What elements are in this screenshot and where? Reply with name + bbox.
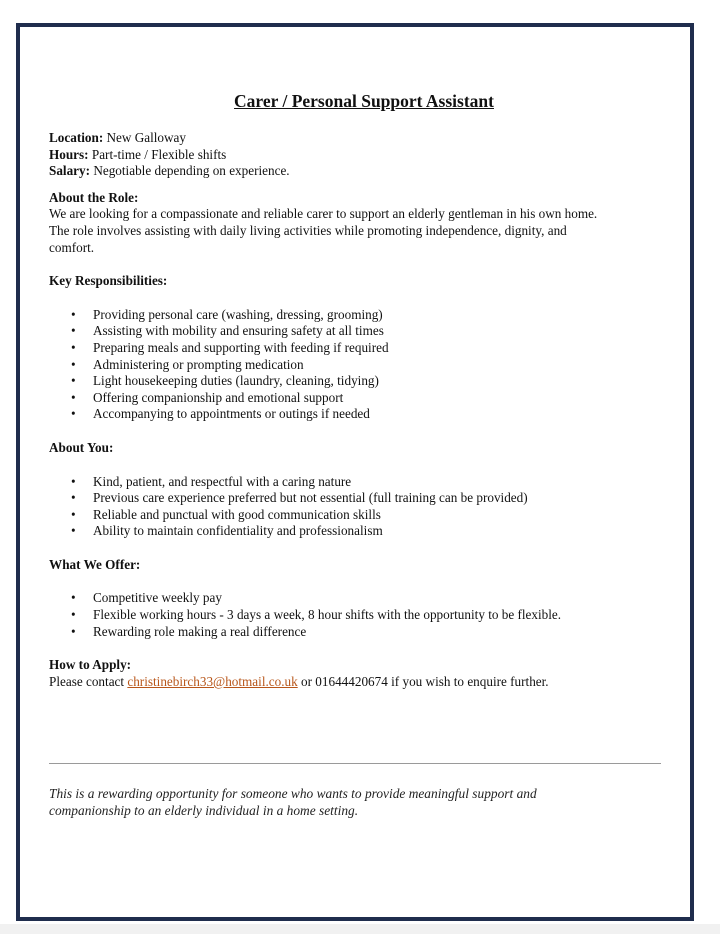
list-item: • Providing personal care (washing, dressing, grooming)	[71, 307, 669, 324]
apply-suffix: or 01644420674 if you wish to enquire further.	[297, 673, 549, 689]
apply-line	[49, 674, 669, 691]
list-item: • Accompanying to appointments or outings if needed	[71, 406, 669, 423]
hours-label: Hours:	[49, 146, 89, 162]
apply-prefix: Please contact	[49, 673, 128, 689]
list-item: • Competitive weekly pay	[71, 590, 669, 607]
list-item: • Assisting with mobility and ensuring safety at all times	[71, 323, 669, 340]
list-item: • Kind, patient, and respectful with a caring nature	[71, 474, 669, 491]
closing-note	[49, 786, 649, 819]
list-item: • Rewarding role making a real difference	[71, 624, 669, 641]
closing-line: This is a rewarding opportunity for someone who wants to provide meaningful support and	[49, 786, 537, 801]
location-line	[49, 130, 669, 147]
email-link[interactable]: christinebirch33@hotmail.co.uk	[127, 673, 298, 689]
salary-value: Negotiable depending on experience.	[90, 163, 290, 179]
about-role-line: comfort.	[49, 239, 95, 255]
list-item: • Administering or prompting medication	[71, 357, 669, 374]
location-value: New Galloway	[103, 130, 186, 145]
list-item: • Offering companionship and emotional support	[71, 390, 669, 407]
page-bottom-edge	[0, 924, 720, 934]
divider	[49, 763, 661, 764]
list-item: • Light housekeeping duties (laundry, cleaning, tidying)	[71, 373, 669, 390]
list-item: • Ability to maintain confidentiality and professionalism	[71, 523, 669, 540]
location-label: Location:	[49, 130, 104, 145]
responsibilities-list	[49, 307, 669, 423]
apply-heading: How to Apply:	[49, 657, 132, 673]
hours-value: Part-time / Flexible shifts	[88, 146, 227, 162]
page-title: Carer / Personal Support Assistant	[234, 91, 494, 111]
responsibilities-heading: Key Responsibilities:	[49, 273, 168, 289]
hours-line	[49, 147, 669, 164]
salary-label: Salary:	[49, 163, 91, 179]
offer-heading: What We Offer:	[49, 556, 141, 572]
list-item: • Previous care experience preferred but not essential (full training can be provided)	[71, 490, 669, 507]
list-item: • Flexible working hours - 3 days a week, 8 hour shifts with the opportunity to be flexible.	[71, 607, 669, 624]
job-advert-body	[49, 90, 669, 690]
about-you-heading: About You:	[49, 439, 114, 455]
salary-line	[49, 163, 669, 180]
closing-line: companionship to an elderly individual in a home setting.	[49, 802, 359, 818]
about-role-line: The role involves assisting with daily living activities while promoting independence, dignity, and	[49, 222, 567, 238]
about-role-line: We are looking for a compassionate and reliable carer to support an elderly gentleman in his own home.	[49, 206, 598, 222]
list-item: • Reliable and punctual with good communication skills	[71, 507, 669, 524]
about-role-heading: About the Role:	[49, 189, 139, 205]
list-item: • Preparing meals and supporting with feeding if required	[71, 340, 669, 357]
about-you-list	[49, 474, 669, 540]
offer-list	[49, 590, 669, 640]
